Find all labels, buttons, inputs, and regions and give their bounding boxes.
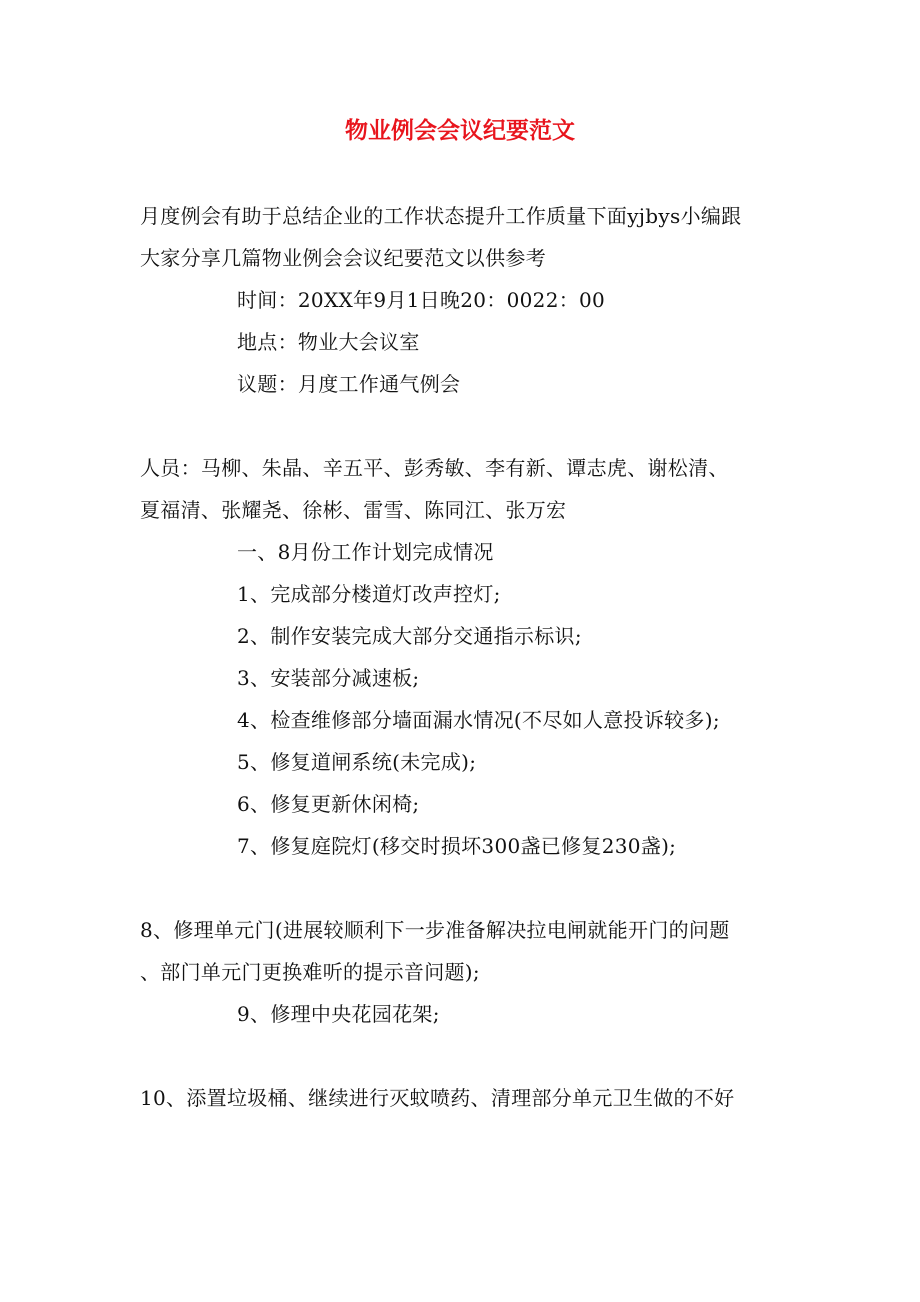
meeting-time: 时间：20XX年9月1日晚20：0022：00 — [237, 288, 606, 312]
meeting-topic: 议题：月度工作通气例会 — [237, 372, 461, 396]
list-item: 6、修复更新休闲椅; — [237, 792, 420, 816]
list-item: 8、修理单元门(进展较顺利下一步准备解决拉电闸就能开门的问题 — [140, 918, 730, 942]
list-item: 9、修理中央花园花架; — [237, 1002, 440, 1026]
list-item: 1、完成部分楼道灯改声控灯; — [237, 582, 501, 606]
attendees-line-2: 夏福清、张耀尧、徐彬、雷雪、陈同江、张万宏 — [140, 498, 567, 522]
section-heading: 一、8月份工作计划完成情况 — [237, 540, 494, 564]
list-item: 10、添置垃圾桶、继续进行灭蚊喷药、清理部分单元卫生做的不好 — [140, 1086, 735, 1110]
attendees-line-1: 人员：马柳、朱晶、辛五平、彭秀敏、李有新、谭志虎、谢松清、 — [140, 456, 729, 480]
document-title: 物业例会会议纪要范文 — [345, 118, 575, 144]
list-item: 2、制作安装完成大部分交通指示标识; — [237, 624, 582, 648]
list-item: 5、修复道闸系统(未完成); — [237, 750, 477, 774]
list-item-continued: 、部门单元门更换难听的提示音问题); — [140, 960, 480, 984]
list-item: 7、修复庭院灯(移交时损坏300盏已修复230盏); — [237, 834, 677, 858]
intro-line-1: 月度例会有助于总结企业的工作状态提升工作质量下面yjbys小编跟 — [140, 204, 742, 228]
intro-line-2: 大家分享几篇物业例会会议纪要范文以供参考 — [140, 246, 546, 270]
meeting-location: 地点：物业大会议室 — [237, 330, 420, 354]
list-item: 4、检查维修部分墙面漏水情况(不尽如人意投诉较多); — [237, 708, 720, 732]
list-item: 3、安装部分减速板; — [237, 666, 420, 690]
